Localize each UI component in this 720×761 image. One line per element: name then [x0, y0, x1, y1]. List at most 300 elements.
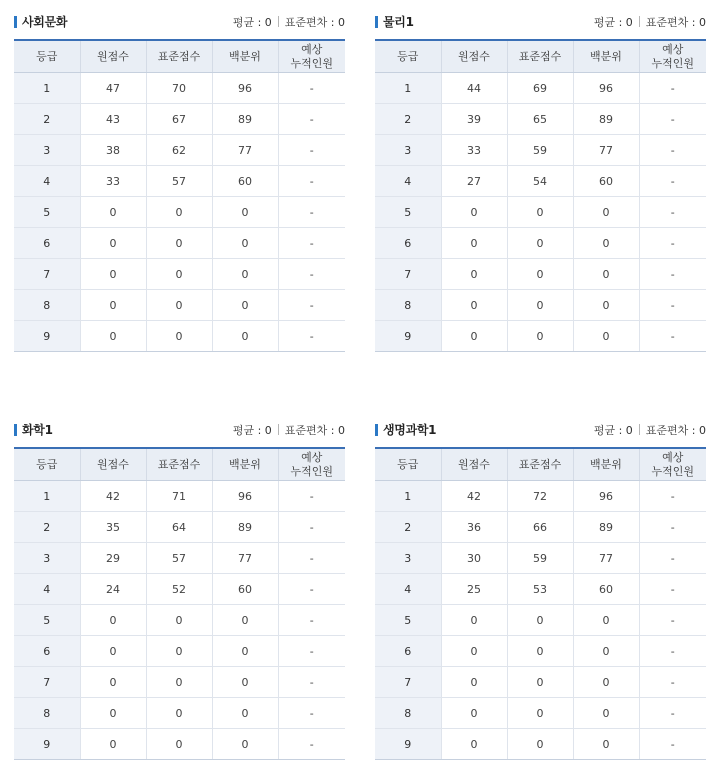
table-header-row — [14, 40, 345, 73]
expected-cumulative-cell: - — [639, 698, 706, 729]
percentile-cell: 89 — [212, 512, 278, 543]
header-label: 표준점수 — [157, 49, 201, 63]
expected-cumulative-cell: - — [639, 729, 706, 760]
percentile-cell: 77 — [212, 135, 278, 166]
expected-cumulative-cell: - — [639, 321, 706, 352]
grade-cell: 7 — [375, 667, 441, 698]
panel-chemistry1 — [14, 418, 345, 751]
table-row — [375, 636, 706, 667]
table-header-row — [14, 448, 345, 481]
percentile-cell: 0 — [212, 197, 278, 228]
col-grade-header — [375, 448, 441, 481]
expected-cumulative-cell: - — [278, 543, 345, 574]
table-row — [14, 290, 345, 321]
sd-label: 표준편차 : — [645, 16, 699, 29]
raw-score-cell: 38 — [80, 135, 146, 166]
header-label: 표준점수 — [157, 457, 201, 471]
percentile-cell: 77 — [573, 543, 639, 574]
raw-score-cell: 30 — [441, 543, 507, 574]
expected-cumulative-cell: - — [278, 135, 345, 166]
header-label: 누적인원 — [290, 464, 333, 478]
raw-score-cell: 42 — [441, 481, 507, 512]
header-label: 원점수 — [458, 49, 490, 63]
grade-cell: 9 — [375, 321, 441, 352]
percentile-cell: 0 — [573, 698, 639, 729]
expected-cumulative-cell: - — [639, 543, 706, 574]
standard-score-cell: 0 — [146, 259, 212, 290]
raw-score-cell: 24 — [80, 574, 146, 605]
table-row — [14, 605, 345, 636]
panel-physics1 — [375, 10, 706, 343]
col-percentile-header — [573, 40, 639, 73]
header-label: 백분위 — [590, 49, 622, 63]
grade-cell: 6 — [375, 228, 441, 259]
avg-label: 평균 : — [593, 16, 626, 29]
panel-header — [375, 418, 706, 442]
title-marker — [375, 424, 378, 436]
col-grade-header — [14, 448, 80, 481]
percentile-cell: 0 — [212, 636, 278, 667]
table-row — [375, 729, 706, 760]
header-label: 백분위 — [229, 457, 261, 471]
table-row — [14, 698, 345, 729]
expected-cumulative-cell: - — [278, 259, 345, 290]
standard-score-cell: 0 — [507, 636, 573, 667]
standard-score-cell: 72 — [507, 481, 573, 512]
standard-score-cell: 0 — [146, 698, 212, 729]
standard-score-cell: 52 — [146, 574, 212, 605]
raw-score-cell: 35 — [80, 512, 146, 543]
table-row — [375, 166, 706, 197]
raw-score-cell: 0 — [80, 228, 146, 259]
percentile-cell: 0 — [212, 259, 278, 290]
header-label: 원점수 — [97, 457, 129, 471]
standard-score-cell: 69 — [507, 73, 573, 104]
header-label: 표준점수 — [518, 49, 562, 63]
percentile-cell: 0 — [573, 290, 639, 321]
table-row — [14, 166, 345, 197]
expected-cumulative-cell: - — [639, 481, 706, 512]
standard-score-cell: 59 — [507, 135, 573, 166]
percentile-cell: 0 — [573, 321, 639, 352]
percentile-cell: 96 — [212, 73, 278, 104]
raw-score-cell: 0 — [80, 321, 146, 352]
percentile-cell: 0 — [212, 321, 278, 352]
expected-cumulative-cell: - — [639, 512, 706, 543]
table-row — [14, 729, 345, 760]
expected-cumulative-cell: - — [639, 259, 706, 290]
grade-cell: 7 — [14, 667, 80, 698]
standard-score-cell: 57 — [146, 166, 212, 197]
grade-table — [375, 39, 706, 352]
standard-score-cell: 0 — [146, 636, 212, 667]
expected-cumulative-cell: - — [639, 667, 706, 698]
col-grade-header — [14, 40, 80, 73]
table-row — [375, 259, 706, 290]
expected-cumulative-cell: - — [278, 729, 345, 760]
grade-cell: 9 — [14, 729, 80, 760]
grade-cell: 2 — [14, 104, 80, 135]
raw-score-cell: 0 — [80, 667, 146, 698]
standard-score-cell: 70 — [146, 73, 212, 104]
percentile-cell: 0 — [573, 667, 639, 698]
standard-score-cell: 54 — [507, 166, 573, 197]
raw-score-cell: 0 — [441, 290, 507, 321]
grade-cell: 9 — [375, 729, 441, 760]
grade-cell: 2 — [375, 512, 441, 543]
grade-cell: 7 — [14, 259, 80, 290]
header-label: 등급 — [36, 457, 58, 471]
percentile-cell: 0 — [573, 228, 639, 259]
title-marker — [375, 16, 378, 28]
standard-score-cell: 0 — [507, 228, 573, 259]
percentile-cell: 89 — [573, 512, 639, 543]
grade-cell: 5 — [375, 197, 441, 228]
expected-cumulative-cell: - — [639, 605, 706, 636]
raw-score-cell: 33 — [80, 166, 146, 197]
raw-score-cell: 0 — [441, 667, 507, 698]
sd-label: 표준편차 : — [284, 16, 338, 29]
header-label: 등급 — [397, 457, 419, 471]
raw-score-cell: 0 — [441, 698, 507, 729]
standard-score-cell: 65 — [507, 104, 573, 135]
standard-score-cell: 0 — [507, 667, 573, 698]
expected-cumulative-cell: - — [278, 321, 345, 352]
sd-value: 0 — [699, 16, 706, 29]
percentile-cell: 96 — [573, 73, 639, 104]
percentile-cell: 60 — [573, 166, 639, 197]
percentile-cell: 0 — [573, 605, 639, 636]
grade-cell: 8 — [14, 698, 80, 729]
avg-label: 평균 : — [232, 424, 265, 437]
standard-score-cell: 0 — [507, 290, 573, 321]
panel-stats — [594, 422, 706, 438]
header-label: 원점수 — [97, 49, 129, 63]
header-label: 누적인원 — [290, 56, 333, 70]
standard-score-cell: 71 — [146, 481, 212, 512]
col-raw-score-header — [80, 448, 146, 481]
percentile-cell: 0 — [212, 698, 278, 729]
panel-stats — [233, 14, 345, 30]
avg-label: 평균 : — [593, 424, 626, 437]
expected-cumulative-cell: - — [278, 512, 345, 543]
standard-score-cell: 62 — [146, 135, 212, 166]
panel-social-culture — [14, 10, 345, 343]
table-row — [14, 73, 345, 104]
header-label: 백분위 — [229, 49, 261, 63]
expected-cumulative-cell: - — [639, 104, 706, 135]
stats-divider — [278, 424, 279, 435]
table-row — [14, 135, 345, 166]
header-label: 누적인원 — [651, 464, 694, 478]
col-raw-score-header — [80, 40, 146, 73]
grade-cell: 5 — [375, 605, 441, 636]
standard-score-cell: 53 — [507, 574, 573, 605]
expected-cumulative-cell: - — [639, 135, 706, 166]
col-percentile-header — [212, 40, 278, 73]
stats-divider — [639, 424, 640, 435]
col-expected-cumulative-header — [639, 448, 706, 481]
grade-table — [375, 447, 706, 760]
stats-divider — [278, 16, 279, 27]
grade-cell: 3 — [375, 543, 441, 574]
percentile-cell: 60 — [573, 574, 639, 605]
raw-score-cell: 39 — [441, 104, 507, 135]
table-row — [375, 197, 706, 228]
expected-cumulative-cell: - — [278, 166, 345, 197]
table-header-row — [375, 448, 706, 481]
col-percentile-header — [573, 448, 639, 481]
header-label: 등급 — [36, 49, 58, 63]
grade-cell: 3 — [375, 135, 441, 166]
col-expected-cumulative-header — [278, 448, 345, 481]
grade-cell: 2 — [375, 104, 441, 135]
col-standard-score-header — [146, 40, 212, 73]
expected-cumulative-cell: - — [278, 197, 345, 228]
standard-score-cell: 0 — [146, 290, 212, 321]
col-expected-cumulative-header — [639, 40, 706, 73]
raw-score-cell: 44 — [441, 73, 507, 104]
expected-cumulative-cell: - — [278, 290, 345, 321]
expected-cumulative-cell: - — [278, 667, 345, 698]
grade-cell: 6 — [375, 636, 441, 667]
expected-cumulative-cell: - — [639, 166, 706, 197]
standard-score-cell: 0 — [507, 259, 573, 290]
raw-score-cell: 0 — [80, 605, 146, 636]
table-row — [375, 481, 706, 512]
percentile-cell: 89 — [212, 104, 278, 135]
sd-value: 0 — [338, 16, 345, 29]
grade-cell: 3 — [14, 543, 80, 574]
raw-score-cell: 0 — [441, 605, 507, 636]
grade-cell: 3 — [14, 135, 80, 166]
raw-score-cell: 0 — [80, 698, 146, 729]
raw-score-cell: 0 — [441, 228, 507, 259]
grade-cell: 9 — [14, 321, 80, 352]
table-row — [375, 290, 706, 321]
table-row — [14, 574, 345, 605]
header-label: 백분위 — [590, 457, 622, 471]
grade-cell: 1 — [375, 73, 441, 104]
header-label: 예상 — [662, 450, 684, 464]
raw-score-cell: 0 — [80, 290, 146, 321]
grade-table — [14, 39, 345, 352]
avg-value: 0 — [625, 16, 633, 29]
grade-cell: 1 — [14, 73, 80, 104]
table-row — [375, 512, 706, 543]
grade-cell: 4 — [14, 166, 80, 197]
expected-cumulative-cell: - — [639, 197, 706, 228]
col-expected-cumulative-header — [278, 40, 345, 73]
expected-cumulative-cell: - — [278, 481, 345, 512]
standard-score-cell: 0 — [146, 605, 212, 636]
avg-value: 0 — [264, 424, 272, 437]
header-label: 표준점수 — [518, 457, 562, 471]
table-row — [14, 636, 345, 667]
percentile-cell: 0 — [573, 197, 639, 228]
expected-cumulative-cell: - — [278, 698, 345, 729]
standard-score-cell: 0 — [507, 605, 573, 636]
percentile-cell: 0 — [573, 259, 639, 290]
raw-score-cell: 0 — [80, 197, 146, 228]
percentile-cell: 89 — [573, 104, 639, 135]
standard-score-cell: 59 — [507, 543, 573, 574]
grade-cell: 8 — [14, 290, 80, 321]
standard-score-cell: 0 — [146, 228, 212, 259]
panel-header — [375, 10, 706, 34]
table-row — [14, 481, 345, 512]
percentile-cell: 60 — [212, 166, 278, 197]
grade-table — [14, 447, 345, 760]
grade-cell: 2 — [14, 512, 80, 543]
panel-title: 화학1 — [22, 423, 53, 437]
table-row — [375, 698, 706, 729]
table-header-row — [375, 40, 706, 73]
raw-score-cell: 0 — [80, 259, 146, 290]
panel-stats — [233, 422, 345, 438]
percentile-cell: 96 — [212, 481, 278, 512]
expected-cumulative-cell: - — [278, 73, 345, 104]
expected-cumulative-cell: - — [639, 73, 706, 104]
raw-score-cell: 36 — [441, 512, 507, 543]
raw-score-cell: 0 — [80, 729, 146, 760]
expected-cumulative-cell: - — [639, 228, 706, 259]
title-marker — [14, 424, 17, 436]
sd-label: 표준편차 : — [645, 424, 699, 437]
standard-score-cell: 0 — [507, 729, 573, 760]
grade-cell: 8 — [375, 290, 441, 321]
table-row — [375, 667, 706, 698]
panel-title: 사회문화 — [22, 15, 68, 29]
grade-cell: 5 — [14, 197, 80, 228]
title-marker — [14, 16, 17, 28]
col-standard-score-header — [507, 448, 573, 481]
panel-title: 생명과학1 — [383, 423, 437, 437]
table-row — [14, 512, 345, 543]
avg-label: 평균 : — [232, 16, 265, 29]
grade-cell: 1 — [14, 481, 80, 512]
percentile-cell: 0 — [212, 228, 278, 259]
table-row — [375, 104, 706, 135]
sd-value: 0 — [699, 424, 706, 437]
standard-score-cell: 0 — [507, 698, 573, 729]
percentile-cell: 0 — [212, 290, 278, 321]
table-row — [14, 667, 345, 698]
expected-cumulative-cell: - — [639, 574, 706, 605]
table-row — [375, 574, 706, 605]
grade-cell: 8 — [375, 698, 441, 729]
table-row — [375, 135, 706, 166]
raw-score-cell: 47 — [80, 73, 146, 104]
sd-label: 표준편차 : — [284, 424, 338, 437]
expected-cumulative-cell: - — [278, 574, 345, 605]
grade-cell: 4 — [375, 166, 441, 197]
grade-cell: 7 — [375, 259, 441, 290]
table-row — [375, 543, 706, 574]
panel-stats — [594, 14, 706, 30]
table-row — [14, 321, 345, 352]
standard-score-cell: 64 — [146, 512, 212, 543]
grade-cell: 4 — [14, 574, 80, 605]
panel-header — [14, 418, 345, 442]
standard-score-cell: 0 — [146, 667, 212, 698]
col-standard-score-header — [146, 448, 212, 481]
raw-score-cell: 0 — [441, 321, 507, 352]
expected-cumulative-cell: - — [278, 228, 345, 259]
standard-score-cell: 0 — [146, 197, 212, 228]
percentile-cell: 0 — [573, 636, 639, 667]
percentile-cell: 0 — [212, 605, 278, 636]
expected-cumulative-cell: - — [639, 636, 706, 667]
table-row — [14, 259, 345, 290]
expected-cumulative-cell: - — [278, 104, 345, 135]
avg-value: 0 — [625, 424, 633, 437]
header-label: 예상 — [301, 42, 323, 56]
sd-value: 0 — [338, 424, 345, 437]
grade-cell: 5 — [14, 605, 80, 636]
panel-header — [14, 10, 345, 34]
raw-score-cell: 25 — [441, 574, 507, 605]
grade-cell: 4 — [375, 574, 441, 605]
table-row — [375, 228, 706, 259]
header-label: 등급 — [397, 49, 419, 63]
table-row — [375, 321, 706, 352]
stats-divider — [639, 16, 640, 27]
standard-score-cell: 67 — [146, 104, 212, 135]
standard-score-cell: 0 — [507, 197, 573, 228]
header-label: 예상 — [662, 42, 684, 56]
header-label: 원점수 — [458, 457, 490, 471]
percentile-cell: 0 — [212, 729, 278, 760]
panel-life-science1 — [375, 418, 706, 751]
percentile-cell: 77 — [573, 135, 639, 166]
standard-score-cell: 57 — [146, 543, 212, 574]
raw-score-cell: 0 — [441, 197, 507, 228]
panel-title: 물리1 — [383, 15, 414, 29]
percentile-cell: 96 — [573, 481, 639, 512]
avg-value: 0 — [264, 16, 272, 29]
percentile-cell: 0 — [212, 667, 278, 698]
table-row — [375, 605, 706, 636]
raw-score-cell: 0 — [441, 729, 507, 760]
col-standard-score-header — [507, 40, 573, 73]
col-grade-header — [375, 40, 441, 73]
table-row — [14, 104, 345, 135]
raw-score-cell: 0 — [80, 636, 146, 667]
table-row — [14, 543, 345, 574]
raw-score-cell: 33 — [441, 135, 507, 166]
percentile-cell: 60 — [212, 574, 278, 605]
expected-cumulative-cell: - — [639, 290, 706, 321]
standard-score-cell: 0 — [146, 729, 212, 760]
col-percentile-header — [212, 448, 278, 481]
standard-score-cell: 0 — [146, 321, 212, 352]
raw-score-cell: 43 — [80, 104, 146, 135]
header-label: 예상 — [301, 450, 323, 464]
raw-score-cell: 29 — [80, 543, 146, 574]
table-row — [14, 228, 345, 259]
standard-score-cell: 66 — [507, 512, 573, 543]
raw-score-cell: 0 — [441, 636, 507, 667]
table-row — [375, 73, 706, 104]
col-raw-score-header — [441, 40, 507, 73]
expected-cumulative-cell: - — [278, 636, 345, 667]
percentile-cell: 0 — [573, 729, 639, 760]
grade-cell: 6 — [14, 636, 80, 667]
raw-score-cell: 27 — [441, 166, 507, 197]
header-label: 누적인원 — [651, 56, 694, 70]
percentile-cell: 77 — [212, 543, 278, 574]
